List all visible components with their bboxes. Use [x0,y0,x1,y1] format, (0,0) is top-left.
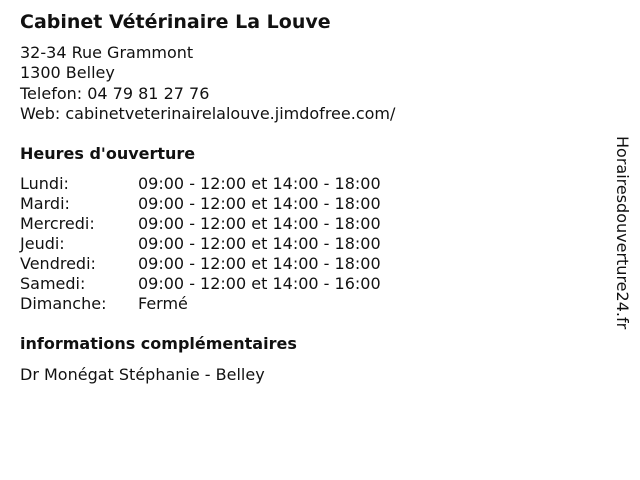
day-hours: 09:00 - 12:00 et 14:00 - 18:00 [138,174,381,193]
additional-info-heading: informations complémentaires [20,334,297,353]
address-city: 1300 Belley [20,63,115,82]
address-street: 32-34 Rue Grammont [20,43,194,62]
day-hours: 09:00 - 12:00 et 14:00 - 18:00 [138,194,381,213]
day-hours: Fermé [138,294,188,313]
day-hours: 09:00 - 12:00 et 14:00 - 18:00 [138,254,381,273]
additional-info-text: Dr Monégat Stéphanie - Belley [20,365,265,384]
day-label: Lundi: [20,174,69,193]
business-title: Cabinet Vétérinaire La Louve [20,11,331,33]
site-brand-watermark: Horairesdouverture24.fr [613,136,632,330]
day-label: Jeudi: [20,234,65,253]
day-hours: 09:00 - 12:00 et 14:00 - 18:00 [138,234,381,253]
day-label: Vendredi: [20,254,96,273]
website-link[interactable]: Web: cabinetveterinairelalouve.jimdofree.com/ [20,104,396,123]
day-label: Dimanche: [20,294,107,313]
day-label: Samedi: [20,274,86,293]
day-label: Mercredi: [20,214,95,233]
opening-hours-heading: Heures d'ouverture [20,144,196,163]
day-hours: 09:00 - 12:00 et 14:00 - 18:00 [138,214,381,233]
phone-number[interactable]: Telefon: 04 79 81 27 76 [20,84,210,103]
day-hours: 09:00 - 12:00 et 14:00 - 16:00 [138,274,381,293]
day-label: Mardi: [20,194,70,213]
